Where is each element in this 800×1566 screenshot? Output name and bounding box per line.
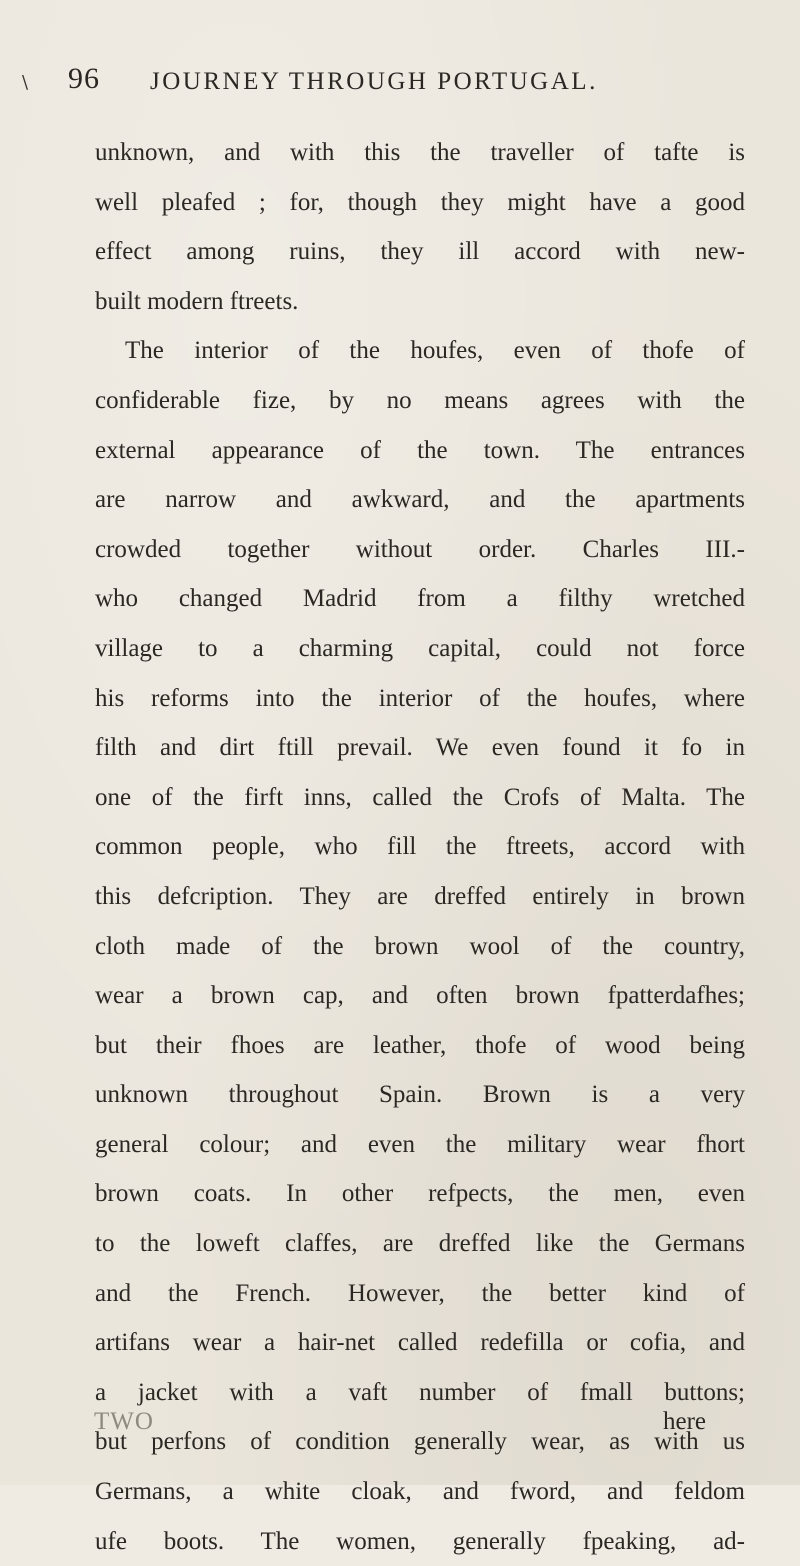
text-line: who changed Madrid from a filthy wretched — [95, 585, 745, 613]
text-line: unknown, and with this the traveller of tafte is — [95, 139, 745, 166]
text-line: crowded together without order. Charles III.- — [95, 535, 745, 563]
margin-mark: \ — [22, 72, 29, 93]
text-line: cloth made of the brown wool of the country, — [95, 932, 745, 960]
text-line: effect among ruins, they ill accord with new- — [95, 238, 745, 266]
text-line: common people, who fill the ftreets, accord with — [95, 833, 745, 861]
text-line: wear a brown cap, and often brown fpatterdafhes; — [95, 982, 745, 1010]
text-line: one of the firft inns, called the Crofs of Malta. The — [95, 783, 745, 811]
text-line: unknown throughout Spain. Brown is a very — [95, 1081, 745, 1109]
text-line: external appearance of the town. The entrances — [95, 436, 745, 464]
text-line: are narrow and awkward, and the apartments — [95, 486, 745, 514]
text-line: to the loweft claffes, are dreffed like the Germans — [95, 1230, 745, 1258]
text-line: brown coats. In other refpects, the men, even — [95, 1180, 745, 1208]
text-line: and the French. However, the better kind of — [95, 1279, 745, 1307]
text-line: his reforms into the interior of the houfes, where — [95, 684, 745, 712]
text-line: filth and dirt ftill prevail. We even found it fo in — [95, 734, 745, 762]
text-line: confiderable fize, by no means agrees with the — [95, 386, 745, 414]
text-line: but their fhoes are leather, thofe of wood being — [95, 1031, 745, 1059]
running-head — [68, 62, 738, 102]
text-line: general colour; and even the military wear fhort — [95, 1130, 745, 1158]
text-line: well pleafed ; for, though they might have a good — [95, 188, 745, 216]
text-line: ufe boots. The women, generally fpeaking, ad- — [95, 1527, 745, 1555]
signature-mark: TWO — [94, 1408, 154, 1435]
text-line: The interior of the houfes, even of thofe of — [125, 337, 745, 365]
text-line: village to a charming capital, could not force — [95, 634, 745, 662]
catchword: here — [663, 1408, 707, 1435]
body-text — [95, 128, 745, 1566]
text-line: a jacket with a vaft number of fmall buttons; — [95, 1378, 745, 1406]
text-line: built modern ftreets. — [95, 287, 299, 315]
page-number: 96 — [68, 62, 100, 95]
text-line: but perfons of condition generally wear, as with us — [95, 1428, 745, 1456]
catchword-line — [0, 1408, 800, 1448]
text-line: Germans, a white cloak, and fword, and feldom — [95, 1478, 745, 1506]
text-line: this defcription. They are dreffed entirely in brown — [95, 882, 745, 910]
text-line: artifans wear a hair-net called redefilla or cofia, and — [95, 1329, 745, 1357]
running-title: JOURNEY THROUGH PORTUGAL. — [150, 68, 598, 95]
